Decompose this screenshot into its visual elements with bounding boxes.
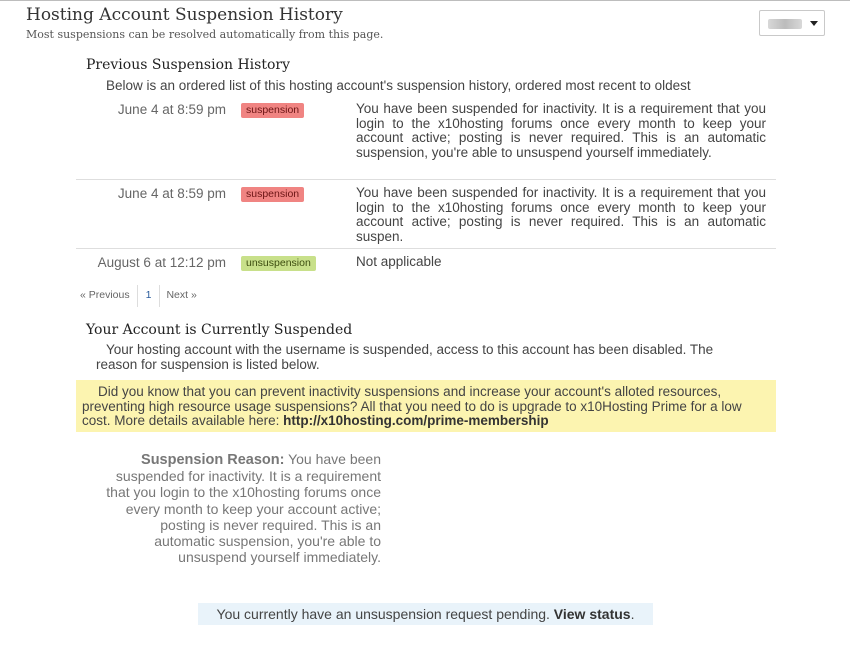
next-page-link[interactable]: Next » <box>166 289 197 301</box>
pending-text: You currently have an unsuspension request pending. <box>216 606 554 622</box>
history-date: June 4 at 8:59 pm <box>117 102 226 117</box>
page-1-link[interactable]: 1 <box>145 289 152 301</box>
pagination-divider <box>159 285 160 307</box>
history-row <box>76 96 776 180</box>
history-heading: Previous Suspension History <box>86 57 291 73</box>
history-row <box>76 249 776 279</box>
reason-text: You have been suspended for inactivity. It is a requirement that you login to the x10hosting forums once every month to keep your account active; posting is never required. This is an automatic suspension, you're able to unsuspend yourself immediately. <box>106 451 381 566</box>
history-message: You have been suspended for inactivity. It is a requirement that you login to the x10hosting forums once every month to keep your account active; posting is never required. This is an automatic suspen. <box>356 185 766 244</box>
history-date: June 4 at 8:59 pm <box>117 186 226 201</box>
chevron-down-icon <box>810 21 818 26</box>
account-name-redacted <box>768 19 802 29</box>
history-date: August 6 at 12:12 pm <box>97 255 226 270</box>
account-select-dropdown[interactable] <box>759 10 825 36</box>
view-status-link[interactable]: View status <box>553 606 631 622</box>
status-text: Your hosting account with the username is suspended, access to this account has been disabled. The reason for suspension is listed below. <box>96 342 714 372</box>
status-badge: unsuspension <box>241 256 316 271</box>
status-heading: Your Account is Currently Suspended <box>86 322 353 338</box>
pagination-divider <box>137 285 138 307</box>
pending-request-banner <box>198 603 653 625</box>
page-title: Hosting Account Suspension History <box>26 5 343 25</box>
top-border <box>0 0 850 1</box>
history-message: You have been suspended for inactivity. It is a requirement that you login to the x10hosting forums once every month to keep your account active; posting is never required. This is an automatic suspension, you're able to unsuspend yourself immediately. <box>356 101 766 160</box>
suspension-reason <box>106 451 381 565</box>
history-row <box>76 180 776 249</box>
prime-notice <box>76 380 776 432</box>
previous-page-link[interactable]: « Previous <box>80 289 130 301</box>
status-badge: suspension <box>241 187 304 202</box>
history-message: Not applicable <box>356 254 442 269</box>
page-subtitle: Most suspensions can be resolved automatically from this page. <box>26 28 384 41</box>
notice-text: Did you know that you can prevent inactivity suspensions and increase your account's alloted resources, preventing high resource usage suspensions? All that you need to do is upgrade to x10Hosting Prime for a low cost. More details available here: <box>82 384 742 428</box>
prime-membership-link[interactable]: http://x10hosting.com/prime-membership <box>283 413 549 428</box>
status-badge: suspension <box>241 103 304 118</box>
history-intro: Below is an ordered list of this hosting account's suspension history, ordered most recent to oldest <box>106 78 691 93</box>
pagination <box>76 285 202 307</box>
pending-suffix: . <box>630 606 635 622</box>
history-list <box>76 96 776 279</box>
reason-label: Suspension Reason: <box>141 452 285 468</box>
